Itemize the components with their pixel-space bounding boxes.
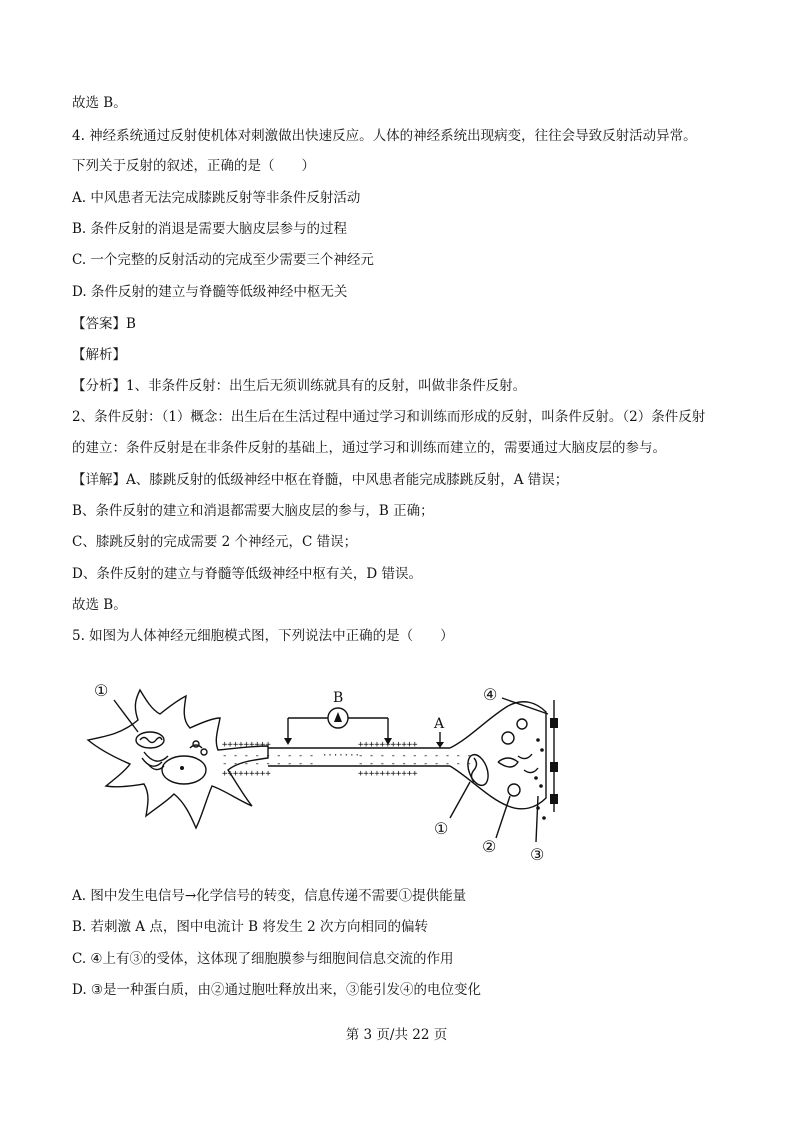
answer: 【答案】B [72, 316, 136, 332]
svg-text:- - - - - - - - - - -: - - - - - - - - - - - [358, 759, 472, 769]
label-1-body: ① [94, 681, 109, 700]
text-line: 故选 B。 [72, 597, 127, 613]
label-2: ② [482, 837, 497, 856]
page-footer: 第 3 页/共 22 页 [345, 1027, 448, 1043]
detail-d: D、条件反射的建立与脊髓等低级神经中枢有关，D 错误。 [72, 566, 422, 582]
analysis-heading: 【解析】 [72, 347, 126, 363]
analysis-3: 的建立：条件反射是在非条件反射的基础上，通过学习和训练而建立的，需要通过大脑皮层的参与。 [72, 440, 666, 456]
label-1-terminal: ① [434, 819, 449, 838]
svg-text:·······: ······· [322, 751, 360, 761]
question-4-stem-2: 下列关于反射的叙述，正确的是（ ） [72, 158, 315, 174]
label-3: ③ [530, 845, 545, 864]
option-d: D. ③是一种蛋白质，由②通过胞吐释放出来，③能引发④的电位变化 [72, 982, 482, 998]
svg-text:- - - - - - - - -: - - - - - - - - - [222, 759, 315, 769]
vesicle [502, 732, 514, 744]
analysis-2: 2、条件反射：（1）概念：出生后在生活过程中通过学习和训练而形成的反射，叫条件反射。（2）条件反射 [72, 409, 706, 425]
text-line: 故选 B。 [72, 95, 127, 111]
nucleus [162, 756, 206, 784]
question-5-stem: 5. 如图为人体神经元细胞模式图，下列说法中正确的是（ ） [72, 628, 454, 644]
svg-text:- - - - - - - - -: - - - - - - - - - [222, 751, 315, 761]
analysis-1: 【分析】1、非条件反射：出生后无须训练就具有的反射，叫做非条件反射。 [72, 378, 527, 394]
label-a: A [434, 716, 445, 732]
option-c: C. ④上有③的受体，这体现了细胞膜参与细胞间信息交流的作用 [72, 951, 454, 967]
option-b: B. 若刺激 A 点，图中电流计 B 将发生 2 次方向相同的偏转 [72, 919, 429, 935]
svg-text:+++++++++++: +++++++++++ [358, 740, 418, 750]
option-a: A. 图中发生电信号→化学信号的转变，信息传递不需要①提供能量 [72, 888, 467, 904]
neuron-diagram [78, 678, 568, 868]
svg-text:+++++++++++: +++++++++++ [358, 769, 418, 779]
option-d: D. 条件反射的建立与脊髓等低级神经中枢无关 [72, 284, 348, 300]
option-b: B. 条件反射的消退是需要大脑皮层参与的过程 [72, 221, 348, 237]
question-4-stem: 4. 神经系统通过反射使机体对刺激做出快速反应。人体的神经系统出现病变，往往会导致反射活动异常。 [72, 128, 697, 144]
option-a: A. 中风患者无法完成膝跳反射等非条件反射活动 [72, 190, 361, 206]
option-c: C. 一个完整的反射活动的完成至少需要三个神经元 [72, 252, 374, 268]
label-b: B [333, 690, 344, 706]
vesicle [517, 719, 527, 729]
svg-text:+++++++++: +++++++++ [222, 769, 271, 779]
label-4: ④ [483, 685, 498, 704]
detail-a: 【详解】A、膝跳反射的低级神经中枢在脊髓，中风患者能完成膝跳反射，A 错误； [72, 472, 569, 488]
detail-c: C、膝跳反射的完成需要 2 个神经元，C 错误； [72, 534, 358, 550]
vesicle [508, 784, 520, 796]
detail-b: B、条件反射的建立和消退都需要大脑皮层的参与，B 正确； [72, 503, 434, 519]
svg-text:+++++++++: +++++++++ [222, 740, 271, 750]
svg-text:- - - - - - - - - - -: - - - - - - - - - - - [358, 751, 472, 761]
